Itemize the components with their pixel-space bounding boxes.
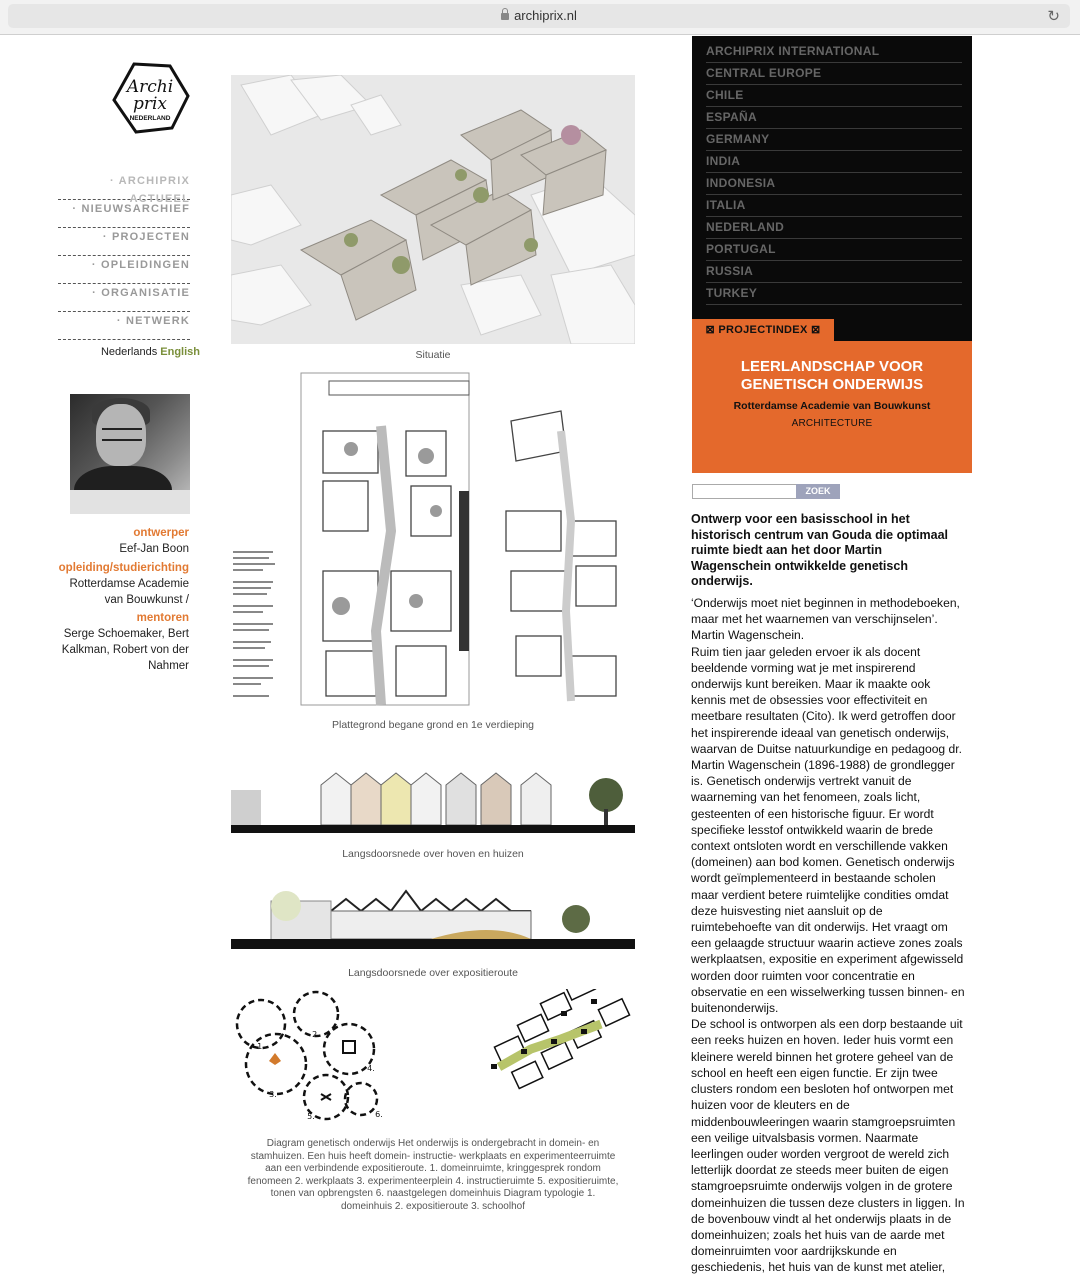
url-text: archiprix.nl <box>514 8 577 23</box>
nav-organisatie[interactable]: · ORGANISATIE <box>58 284 190 312</box>
country-espana[interactable]: ESPAÑA <box>706 106 962 129</box>
caption-diagram-line2: stamhuizen. Een huis heeft domein- instructie- werkplaats en experimenteerruimte <box>250 1150 616 1162</box>
opleiding-info <box>40 560 189 608</box>
ontwerper-label: ontwerper <box>133 527 189 539</box>
country-portugal[interactable]: PORTUGAL <box>706 238 962 261</box>
address-bar[interactable] <box>8 4 1070 28</box>
opleiding-line2: van Bouwkunst / <box>104 594 189 606</box>
search-input[interactable] <box>692 484 802 499</box>
designer-info <box>40 525 189 557</box>
langsdoorsnede-hoven-image[interactable] <box>231 765 635 845</box>
caption-plattegrond: Plattegrond begane grond en 1e verdieping <box>332 719 534 731</box>
opleiding-label: opleiding/studierichting <box>58 562 189 574</box>
reload-icon[interactable]: ↻ <box>1047 8 1060 25</box>
caption-situatie: Situatie <box>415 349 451 361</box>
body-quote-author: Martin Wagenschein. <box>691 628 805 643</box>
nav-projecten[interactable]: · PROJECTEN <box>58 228 190 256</box>
project-lead: Ontwerp voor een basisschool in het historisch centrum van Gouda die optimaal ruimte biedt aan het door Martin Wagenschein ontwikkelde genetisch onderwijs. <box>691 512 948 588</box>
caption-diagram <box>231 1138 635 1213</box>
archiprix-logo[interactable] <box>110 62 190 134</box>
projectindex-label: PROJECTINDEX <box>718 324 808 336</box>
mentoren-line1: Serge Schoemaker, Bert <box>63 628 189 640</box>
situatie-image[interactable] <box>231 75 635 344</box>
country-chile[interactable]: CHILE <box>706 84 962 107</box>
diagram-label-5: 5. <box>307 1112 315 1121</box>
caption-langsdoorsnede-expositie: Langsdoorsnede over expositieroute <box>348 967 518 979</box>
body-paragraph-1: Ruim tien jaar geleden ervoer ik als docent beeldende vorming wat je met inspirerend onderwijs kunt bereiken. Maar ik maakte ook kennis met de obsessies voor effectiviteit en meetbare resultaten (Cito). Ik werd getroffen door het inspirerende ideaal van genetisch onderwijs, waarvan de Duitse natuurkundige en pedagoog dr. Martin Wagenschein (1896-1988) de grondlegger is. Genetisch onderwijs vertrekt vanuit de waarneming van het fenomeen, zoals licht, gesteenten of een historische figuur. Er wordt specifieke lesstof ontwikkeld waarin de brede context ontsloten wordt en verschillende vakken (domeinen) aan bod komen. Genetisch onderwijs wordt geïmplementeerd in bestaande scholen maar verdient betere ruimtelijke condities omdat deze huisvesting niet aansluit op de ruimtebehoefte van dit onderwijs. Het vraagt om een gelaagde structuur waarin actieve zones zoals werkplaatsen, expositie en experiment afgewisseld worden door ruimten voor concentratie en observatie en een wisselwerking tussen binnen- en buitenonderwijs. <box>691 644 965 1016</box>
country-nederland[interactable]: NEDERLAND <box>706 216 962 239</box>
lock-icon <box>501 13 509 20</box>
project-school: Rotterdamse Academie van Bouwkunst <box>733 400 931 412</box>
nav-nieuwsarchief[interactable]: · NIEUWSARCHIEF <box>58 200 190 228</box>
country-list <box>692 36 972 342</box>
diagram-image[interactable] <box>231 989 635 1129</box>
country-turkey[interactable]: TURKEY <box>706 282 962 305</box>
lang-english[interactable]: English <box>160 346 200 358</box>
caption-diagram-line5: tonen van opbrengsten 6. naastgelegen domeinhuis Diagram typologie 1. <box>270 1188 596 1199</box>
opleiding-line1: Rotterdamse Academie <box>69 578 189 590</box>
caption-langsdoorsnede-hoven: Langsdoorsnede over hoven en huizen <box>342 848 524 860</box>
caption-diagram-line4: fenomeen 2. werkplaats 3. experimenteerplein 4. instructieruimte 5. expositieruimte, <box>247 1175 619 1187</box>
arrow-right-icon: ⊠ <box>807 324 821 336</box>
mentoren-line3: Nahmer <box>148 660 189 672</box>
country-archiprix-international[interactable]: ARCHIPRIX INTERNATIONAL <box>706 40 962 63</box>
country-indonesia[interactable]: INDONESIA <box>706 172 962 195</box>
diagram-label-1: 1. <box>257 1042 265 1051</box>
project-title-line1: LEERLANDSCHAP VOOR <box>740 358 924 375</box>
logo-text-archi: Archi <box>126 77 174 97</box>
mentoren-info <box>40 610 189 674</box>
diagram-label-4: 4. <box>367 1064 375 1073</box>
project-title-line2: GENETISCH ONDERWIJS <box>740 376 924 393</box>
project-description <box>691 595 966 1276</box>
country-italia[interactable]: ITALIA <box>706 194 962 217</box>
mentoren-line2: Kalkman, Robert von der <box>61 644 189 656</box>
caption-diagram-line1: Diagram genetisch onderwijs Het onderwijs is ondergebracht in domein- en <box>266 1138 600 1149</box>
arrow-left-icon: ⊠ <box>705 324 719 336</box>
mentoren-label: mentoren <box>136 612 189 624</box>
project-header <box>692 341 972 473</box>
nav-opleidingen[interactable]: · OPLEIDINGEN <box>58 256 190 284</box>
language-switch <box>60 346 200 358</box>
search-button[interactable]: ZOEK <box>796 484 840 499</box>
country-india[interactable]: INDIA <box>706 150 962 173</box>
langsdoorsnede-expositie-image[interactable] <box>231 881 635 965</box>
logo-text-prix: prix <box>132 94 168 114</box>
nav-netwerk[interactable]: · NETWERK <box>58 312 190 340</box>
plattegrond-image[interactable] <box>231 371 635 711</box>
body-quote: ‘Onderwijs moet niet beginnen in methodeboeken, maar met het waarnemen van verschijnselen’. <box>691 596 960 627</box>
projectindex-tab[interactable] <box>692 319 834 341</box>
designer-portrait <box>70 394 190 514</box>
project-type: ARCHITECTURE <box>791 418 873 429</box>
browser-toolbar <box>0 0 1080 35</box>
body-paragraph-2: De school is ontworpen als een dorp bestaande uit een reeks huizen en hoven. Ieder huis vormt een kleinere wereld binnen het grotere geheel van de school en heeft een eigen functie. Er zijn twee clusters rondom een besloten hof ontworpen met huizen voor de kleuters en de middenbouwleeringen waarin stamgroepsruimten een veilige uitvalsbasis vormen. Naarmate leerlingen ouder worden vergroot de wereld zich letterlijk doordat ze steeds meer buiten de eigen stamgroepsruimte onderwijs volgen in de grotere domeinhuizen die tussen deze clusters in liggen. In de bovenbouw vindt al het onderwijs plaats in de domeinhuizen; zoals het huis van de aarde met domeinruimten voor aardrijkskunde en geschiedenis, het huis van de kunst met atelier, <box>691 1017 965 1275</box>
caption-diagram-line6: domeinhuis 2. expositieroute 3. schoolhof <box>340 1200 525 1212</box>
country-russia[interactable]: RUSSIA <box>706 260 962 283</box>
diagram-label-3: 3. <box>269 1090 277 1099</box>
main-nav <box>58 172 190 340</box>
caption-diagram-line3: aan een verbindende expositieroute. 1. domeinruimte, kringgesprek rondom <box>265 1163 601 1174</box>
diagram-label-2: 2. <box>312 1030 320 1039</box>
logo-text-nederland: NEDERLAND <box>129 115 171 122</box>
lang-nederlands[interactable]: Nederlands <box>100 346 158 358</box>
country-central-europe[interactable]: CENTRAL EUROPE <box>706 62 962 85</box>
country-germany[interactable]: GERMANY <box>706 128 962 151</box>
nav-archiprix-actueel[interactable]: · ARCHIPRIX ACTUEEL <box>58 172 190 200</box>
diagram-label-6: 6. <box>375 1110 383 1119</box>
project-title <box>692 358 972 394</box>
ontwerper-name: Eef-Jan Boon <box>119 543 189 555</box>
